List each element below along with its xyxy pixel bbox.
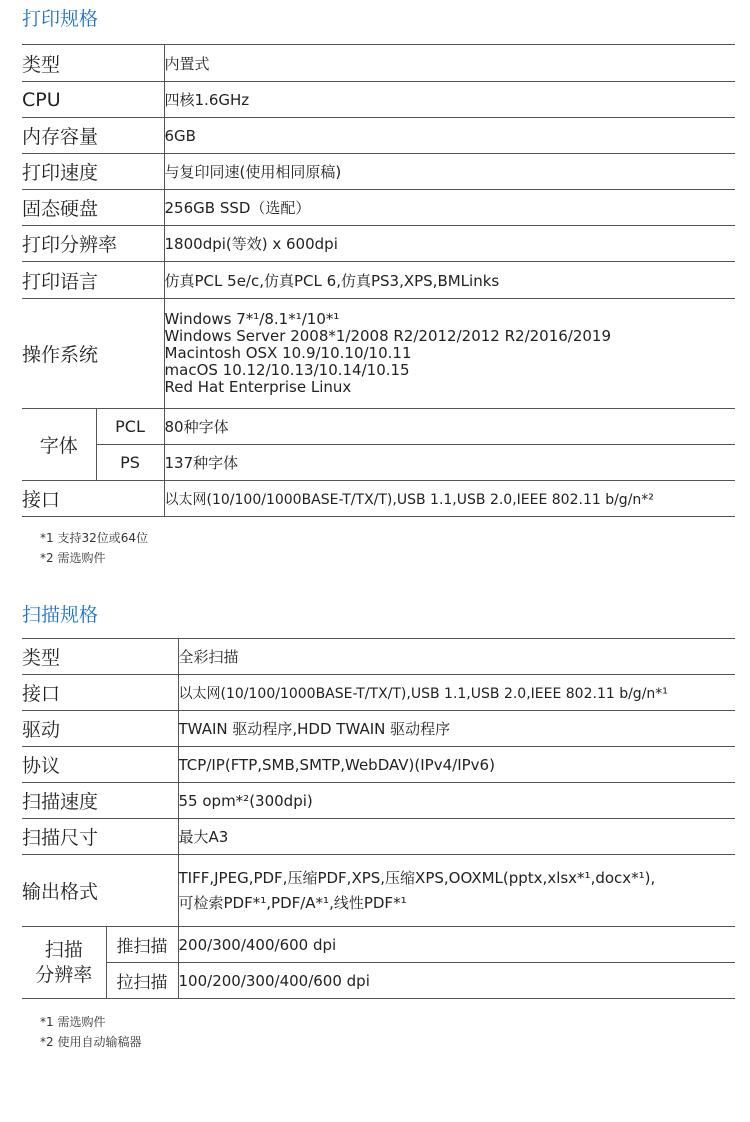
row-value: 80种字体 — [164, 409, 735, 445]
row-value: 四核1.6GHz — [164, 82, 735, 118]
os-line: Red Hat Enterprise Linux — [164, 378, 352, 396]
row-label — [22, 927, 106, 999]
row-label: 内存容量 — [22, 118, 164, 154]
os-line: Windows Server 2008*1/2008 R2/2012/2012 R2/2016/2019 — [164, 327, 612, 345]
row-label: 扫描尺寸 — [22, 819, 178, 855]
table-row — [22, 82, 735, 118]
row-label: 驱动 — [22, 711, 178, 747]
row-value: 6GB — [164, 118, 735, 154]
row-value: 200/300/400/600 dpi — [178, 927, 735, 963]
row-value: 内置式 — [164, 45, 735, 82]
table-row — [22, 747, 735, 783]
row-label: 类型 — [22, 639, 178, 675]
row-value: 55 opm*²(300dpi) — [178, 783, 735, 819]
footnote: *2 需选购件 — [40, 551, 106, 565]
row-label: 字体 — [22, 409, 96, 481]
row-value: 仿真PCL 5e/c,仿真PCL 6,仿真PS3,XPS,BMLinks — [164, 262, 735, 299]
row-label: 打印语言 — [22, 262, 164, 299]
row-label: 输出格式 — [22, 855, 178, 927]
row-label: 接口 — [22, 481, 164, 517]
row-value: TCP/IP(FTP,SMB,SMTP,WebDAV)(IPv4/IPv6) — [178, 747, 735, 783]
row-label: 协议 — [22, 747, 178, 783]
format-line: 可检索PDF*¹,PDF/A*¹,线性PDF*¹ — [178, 893, 407, 912]
table-row — [22, 855, 735, 927]
row-value: 全彩扫描 — [178, 639, 735, 675]
os-line: macOS 10.12/10.13/10.14/10.15 — [164, 361, 410, 379]
table-row — [22, 963, 735, 999]
sub-label: PS — [96, 445, 164, 481]
table-row — [22, 675, 735, 711]
table-row — [22, 190, 735, 226]
scan-spec-table — [22, 638, 735, 999]
table-row — [22, 154, 735, 190]
footnote: *2 使用自动输稿器 — [40, 1035, 142, 1049]
print-spec-title: 打印规格 — [22, 8, 99, 30]
row-value: TWAIN 驱动程序,HDD TWAIN 驱动程序 — [178, 711, 735, 747]
row-label: 固态硬盘 — [22, 190, 164, 226]
row-label: 接口 — [22, 675, 178, 711]
sub-label: PCL — [96, 409, 164, 445]
os-line: Macintosh OSX 10.9/10.10/10.11 — [164, 344, 412, 362]
table-row — [22, 226, 735, 262]
row-value: 100/200/300/400/600 dpi — [178, 963, 735, 999]
table-row — [22, 262, 735, 299]
row-label: 类型 — [22, 45, 164, 82]
row-value: 1800dpi(等效) x 600dpi — [164, 226, 735, 262]
scan-spec-title: 扫描规格 — [22, 604, 99, 626]
row-value-multiline — [164, 299, 735, 409]
row-label-line: 分辨率 — [35, 963, 93, 986]
table-row — [22, 118, 735, 154]
footnote: *1 支持32位或64位 — [40, 531, 148, 545]
format-line: TIFF,JPEG,PDF,压缩PDF,XPS,压缩XPS,OOXML(pptx,xlsx*¹,docx*¹), — [178, 868, 656, 887]
table-row — [22, 299, 735, 409]
footnote: *1 需选购件 — [40, 1015, 106, 1029]
row-value-multiline — [178, 855, 735, 927]
table-row — [22, 481, 735, 517]
sub-label: 推扫描 — [106, 927, 178, 963]
row-label: 打印速度 — [22, 154, 164, 190]
os-line: Windows 7*¹/8.1*¹/10*¹ — [164, 310, 340, 328]
table-row — [22, 711, 735, 747]
table-row — [22, 783, 735, 819]
table-row — [22, 927, 735, 963]
table-row — [22, 639, 735, 675]
row-value: 以太网(10/100/1000BASE-T/TX/T),USB 1.1,USB 2.0,IEEE 802.11 b/g/n*¹ — [178, 675, 735, 711]
row-value: 以太网(10/100/1000BASE-T/TX/T),USB 1.1,USB 2.0,IEEE 802.11 b/g/n*² — [164, 481, 735, 517]
row-label: 扫描速度 — [22, 783, 178, 819]
row-label: 打印分辨率 — [22, 226, 164, 262]
row-label: 操作系统 — [22, 299, 164, 409]
print-spec-table — [22, 44, 735, 517]
row-label-line: 扫描 — [44, 938, 83, 961]
table-row — [22, 819, 735, 855]
row-value: 与复印同速(使用相同原稿) — [164, 154, 735, 190]
table-row — [22, 45, 735, 82]
row-value: 137种字体 — [164, 445, 735, 481]
sub-label: 拉扫描 — [106, 963, 178, 999]
table-row — [22, 409, 735, 445]
table-row — [22, 445, 735, 481]
row-value: 256GB SSD（选配） — [164, 190, 735, 226]
row-label: CPU — [22, 82, 164, 118]
row-value: 最大A3 — [178, 819, 735, 855]
